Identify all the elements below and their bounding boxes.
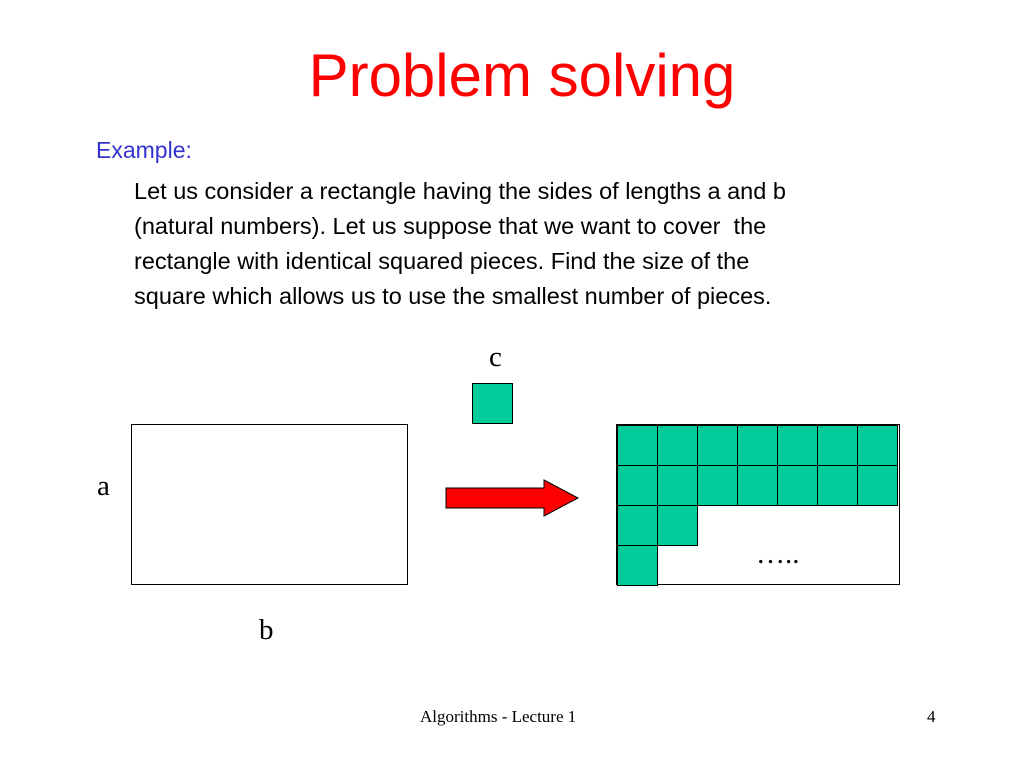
square-tile [657,425,698,466]
right-arrow-icon [444,478,580,518]
square-tile [697,465,738,506]
square-tile [777,465,818,506]
square-tile [617,545,658,586]
footer-lecture: Algorithms - Lecture 1 [420,707,577,726]
square-piece-c [472,383,513,424]
square-tile [617,465,658,506]
problem-line-2: (natural numbers). Let us suppose that we want to cover the [134,213,767,239]
label-a: a [97,470,110,502]
square-tile [657,465,698,506]
square-tile [857,465,898,506]
example-heading: Example: [96,137,192,163]
square-tile [617,425,658,466]
problem-line-3: rectangle with identical squared pieces. Find the size of the [134,248,750,274]
problem-statement [134,174,934,314]
square-tile [617,505,658,546]
problem-line-1: Let us consider a rectangle having the sides of lengths a and b [134,178,786,204]
square-tile [697,425,738,466]
slide-title: Problem solving [308,42,736,109]
page-number: 4 [927,707,936,726]
square-tile [857,425,898,466]
ellipsis: ….. [756,538,800,570]
square-tile [737,465,778,506]
square-tile [777,425,818,466]
label-c: c [489,341,502,373]
square-tile [737,425,778,466]
label-b: b [259,614,274,646]
square-tile [657,505,698,546]
rectangle-a-by-b [131,424,408,585]
square-tile [817,465,858,506]
square-tile [817,425,858,466]
problem-line-4: square which allows us to use the smallest number of pieces. [134,283,772,309]
